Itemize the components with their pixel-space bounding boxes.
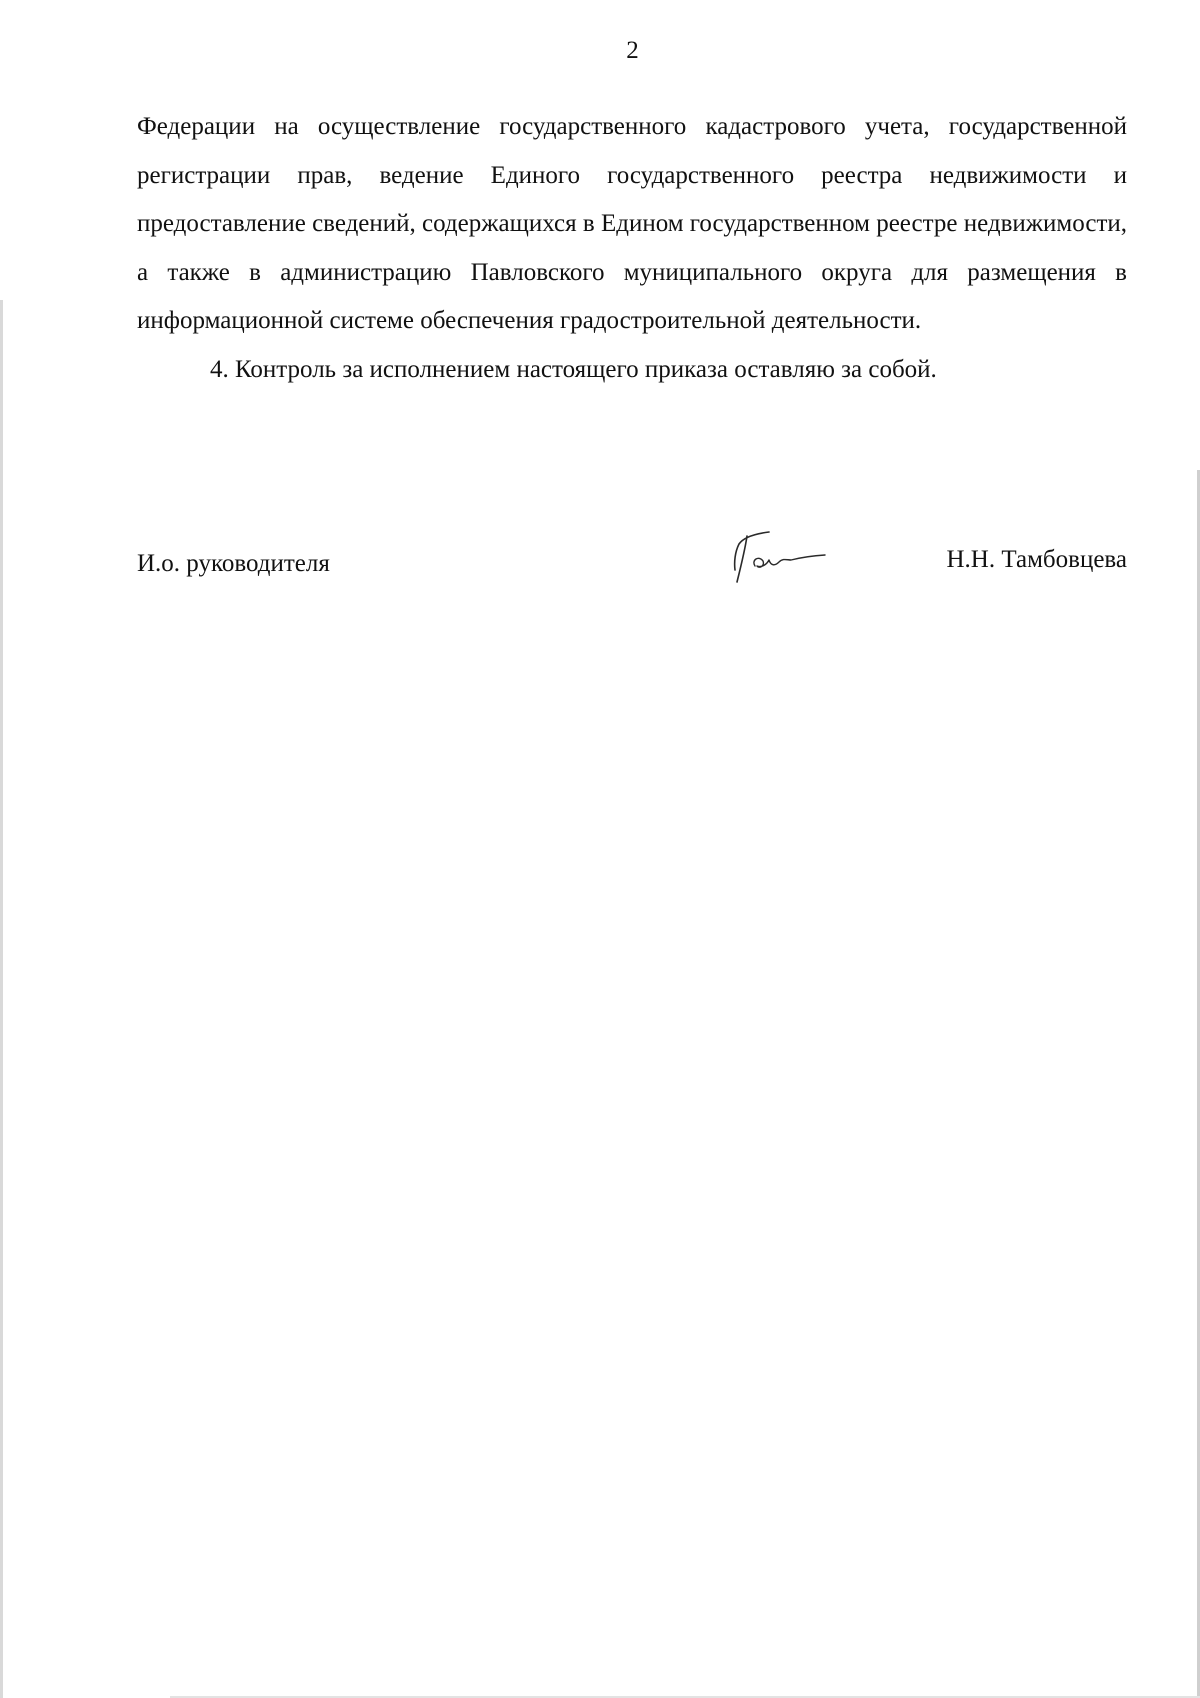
signature-block bbox=[137, 536, 1127, 596]
page-number: 2 bbox=[626, 37, 639, 64]
handwritten-signature bbox=[729, 522, 829, 594]
document-body bbox=[137, 103, 1127, 395]
scan-edge-left bbox=[0, 300, 3, 1698]
paragraph-item-4: 4. Контроль за исполнением настоящего приказа оставляю за собой. bbox=[210, 355, 937, 383]
signatory-name: Н.Н. Тамбовцева bbox=[946, 546, 1127, 573]
paragraph-continuation: Федерации на осуществление государственного кадастрового учета, государственной регистрации прав, ведение Единого государственного реестра недвижимости и предоставление сведений, содержащихся в Едином государственном реестре недвижимости, а также в администрацию Павловского муниципального округа для размещения в информационной системе обеспечения градостроительной деятельности. bbox=[137, 113, 1127, 335]
signatory-position: И.о. руководителя bbox=[137, 550, 330, 577]
